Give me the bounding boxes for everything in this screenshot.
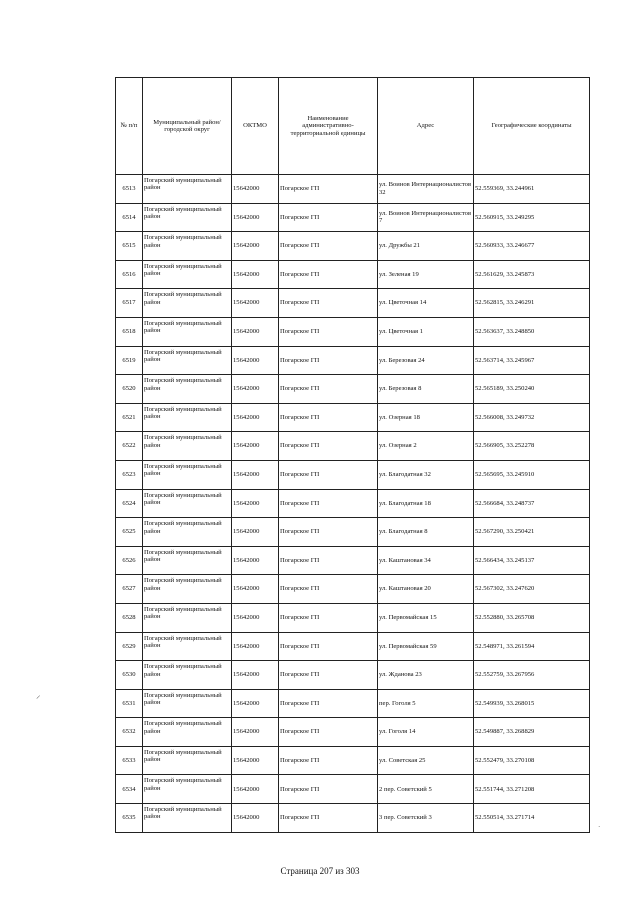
cell-coords: 52.567290, 33.250421 [474, 518, 590, 547]
cell-district: Погарский муниципальный район [143, 661, 232, 690]
cell-address: ул. Советская 25 [378, 746, 474, 775]
cell-admin-unit: Погарское ГП [279, 661, 378, 690]
cell-address: ул. Благодатная 32 [378, 460, 474, 489]
cell-admin-unit: Погарское ГП [279, 460, 378, 489]
table-row [116, 632, 590, 661]
addresses-table [115, 77, 590, 833]
cell-num: 6523 [116, 460, 143, 489]
cell-oktmo: 15642000 [232, 317, 279, 346]
cell-oktmo: 15642000 [232, 175, 279, 204]
cell-district: Погарский муниципальный район [143, 718, 232, 747]
table-row [116, 317, 590, 346]
cell-district: Погарский муниципальный район [143, 632, 232, 661]
cell-oktmo: 15642000 [232, 804, 279, 833]
cell-address: ул. Каштановая 34 [378, 546, 474, 575]
cell-coords: 52.565189, 33.250240 [474, 375, 590, 404]
cell-oktmo: 15642000 [232, 489, 279, 518]
cell-district: Погарский муниципальный район [143, 689, 232, 718]
cell-admin-unit: Погарское ГП [279, 203, 378, 232]
cell-num: 6524 [116, 489, 143, 518]
cell-admin-unit: Погарское ГП [279, 746, 378, 775]
header-admin-unit: Наименование административно-территориальной единицы [279, 78, 378, 175]
cell-coords: 52.567302, 33.247620 [474, 575, 590, 604]
cell-address: ул. Березовая 8 [378, 375, 474, 404]
cell-oktmo: 15642000 [232, 746, 279, 775]
table-row [116, 289, 590, 318]
cell-oktmo: 15642000 [232, 260, 279, 289]
cell-num: 6525 [116, 518, 143, 547]
table-row [116, 718, 590, 747]
table-row [116, 518, 590, 547]
cell-coords: 52.565695, 33.245910 [474, 460, 590, 489]
cell-admin-unit: Погарское ГП [279, 603, 378, 632]
cell-admin-unit: Погарское ГП [279, 346, 378, 375]
cell-oktmo: 15642000 [232, 375, 279, 404]
cell-num: 6527 [116, 575, 143, 604]
cell-num: 6530 [116, 661, 143, 690]
cell-coords: 52.566008, 33.249732 [474, 403, 590, 432]
header-district: Муниципальный район/городской округ [143, 78, 232, 175]
cell-admin-unit: Погарское ГП [279, 175, 378, 204]
cell-address: ул. Озерная 2 [378, 432, 474, 461]
cell-oktmo: 15642000 [232, 689, 279, 718]
cell-admin-unit: Погарское ГП [279, 432, 378, 461]
cell-coords: 52.550514, 33.271714 [474, 804, 590, 833]
table-row [116, 661, 590, 690]
table-row [116, 203, 590, 232]
cell-address: ул. Первомайская 15 [378, 603, 474, 632]
cell-num: 6528 [116, 603, 143, 632]
cell-district: Погарский муниципальный район [143, 603, 232, 632]
header-row [116, 78, 590, 175]
cell-admin-unit: Погарское ГП [279, 518, 378, 547]
cell-admin-unit: Погарское ГП [279, 232, 378, 261]
cell-oktmo: 15642000 [232, 460, 279, 489]
cell-district: Погарский муниципальный район [143, 432, 232, 461]
cell-num: 6518 [116, 317, 143, 346]
cell-coords: 52.548971, 33.261594 [474, 632, 590, 661]
cell-num: 6534 [116, 775, 143, 804]
cell-oktmo: 15642000 [232, 203, 279, 232]
cell-coords: 52.566434, 33.245137 [474, 546, 590, 575]
cell-oktmo: 15642000 [232, 518, 279, 547]
table-row [116, 375, 590, 404]
cell-address: ул. Воинов Интернационалистов 7 [378, 203, 474, 232]
cell-admin-unit: Погарское ГП [279, 375, 378, 404]
cell-district: Погарский муниципальный район [143, 175, 232, 204]
cell-address: ул. Дружбы 21 [378, 232, 474, 261]
margin-scribble: ⸝ [36, 690, 41, 700]
cell-num: 6513 [116, 175, 143, 204]
cell-oktmo: 15642000 [232, 289, 279, 318]
cell-district: Погарский муниципальный район [143, 775, 232, 804]
cell-coords: 52.560915, 33.249295 [474, 203, 590, 232]
cell-admin-unit: Погарское ГП [279, 575, 378, 604]
cell-address: ул. Каштановая 20 [378, 575, 474, 604]
cell-num: 6533 [116, 746, 143, 775]
cell-district: Погарский муниципальный район [143, 575, 232, 604]
cell-coords: 52.566905, 33.252278 [474, 432, 590, 461]
cell-address: ул. Березовая 24 [378, 346, 474, 375]
cell-address: ул. Цветочная 14 [378, 289, 474, 318]
cell-admin-unit: Погарское ГП [279, 804, 378, 833]
page-number: Страница 207 из 303 [280, 866, 360, 876]
cell-num: 6517 [116, 289, 143, 318]
table-row [116, 460, 590, 489]
cell-address: 2 пер. Советский 5 [378, 775, 474, 804]
cell-district: Погарский муниципальный район [143, 403, 232, 432]
cell-admin-unit: Погарское ГП [279, 403, 378, 432]
cell-address: ул. Озерная 18 [378, 403, 474, 432]
cell-district: Погарский муниципальный район [143, 232, 232, 261]
table-row [116, 489, 590, 518]
table-row [116, 432, 590, 461]
cell-coords: 52.562815, 33.246291 [474, 289, 590, 318]
cell-district: Погарский муниципальный район [143, 546, 232, 575]
table-header [116, 78, 590, 175]
table-row [116, 346, 590, 375]
cell-district: Погарский муниципальный район [143, 746, 232, 775]
cell-admin-unit: Погарское ГП [279, 775, 378, 804]
cell-district: Погарский муниципальный район [143, 289, 232, 318]
cell-coords: 52.561629, 33.245873 [474, 260, 590, 289]
cell-coords: 52.560933, 33.246677 [474, 232, 590, 261]
cell-admin-unit: Погарское ГП [279, 718, 378, 747]
cell-district: Погарский муниципальный район [143, 346, 232, 375]
cell-address: ул. Гоголя 14 [378, 718, 474, 747]
cell-address: ул. Зеленая 19 [378, 260, 474, 289]
table-row [116, 403, 590, 432]
cell-oktmo: 15642000 [232, 775, 279, 804]
cell-num: 6521 [116, 403, 143, 432]
header-coords: Географические координаты [474, 78, 590, 175]
cell-num: 6531 [116, 689, 143, 718]
cell-coords: 52.566684, 33.248737 [474, 489, 590, 518]
table-row [116, 546, 590, 575]
cell-district: Погарский муниципальный район [143, 203, 232, 232]
cell-district: Погарский муниципальный район [143, 489, 232, 518]
header-num: № п/п [116, 78, 143, 175]
cell-coords: 52.563637, 33.248850 [474, 317, 590, 346]
cell-num: 6529 [116, 632, 143, 661]
cell-district: Погарский муниципальный район [143, 375, 232, 404]
cell-address: ул. Благодатная 8 [378, 518, 474, 547]
cell-address: ул. Первомайская 59 [378, 632, 474, 661]
cell-num: 6532 [116, 718, 143, 747]
cell-district: Погарский муниципальный район [143, 518, 232, 547]
margin-dot: · [598, 823, 601, 831]
cell-coords: 52.551744, 33.271208 [474, 775, 590, 804]
cell-num: 6535 [116, 804, 143, 833]
header-address: Адрес [378, 78, 474, 175]
table-row [116, 260, 590, 289]
cell-coords: 52.559369, 33.244961 [474, 175, 590, 204]
cell-oktmo: 15642000 [232, 603, 279, 632]
cell-admin-unit: Погарское ГП [279, 632, 378, 661]
cell-admin-unit: Погарское ГП [279, 260, 378, 289]
cell-admin-unit: Погарское ГП [279, 317, 378, 346]
cell-coords: 52.549887, 33.268829 [474, 718, 590, 747]
cell-oktmo: 15642000 [232, 432, 279, 461]
cell-address: пер. Гоголя 5 [378, 689, 474, 718]
cell-coords: 52.563714, 33.245967 [474, 346, 590, 375]
table-body [116, 175, 590, 833]
cell-address: ул. Воинов Интернационалистов 32 [378, 175, 474, 204]
cell-district: Погарский муниципальный район [143, 460, 232, 489]
cell-oktmo: 15642000 [232, 718, 279, 747]
cell-num: 6522 [116, 432, 143, 461]
cell-address: ул. Благодатная 18 [378, 489, 474, 518]
table-row [116, 775, 590, 804]
cell-num: 6520 [116, 375, 143, 404]
table-row [116, 689, 590, 718]
cell-oktmo: 15642000 [232, 232, 279, 261]
cell-num: 6514 [116, 203, 143, 232]
cell-coords: 52.549939, 33.268015 [474, 689, 590, 718]
table-row [116, 603, 590, 632]
table-row [116, 804, 590, 833]
cell-oktmo: 15642000 [232, 346, 279, 375]
cell-coords: 52.552880, 33.265708 [474, 603, 590, 632]
cell-address: 3 пер. Советский 3 [378, 804, 474, 833]
cell-oktmo: 15642000 [232, 546, 279, 575]
cell-oktmo: 15642000 [232, 403, 279, 432]
cell-address: ул. Жданова 23 [378, 661, 474, 690]
header-oktmo: ОКТМО [232, 78, 279, 175]
cell-num: 6516 [116, 260, 143, 289]
cell-coords: 52.552759, 33.267956 [474, 661, 590, 690]
cell-district: Погарский муниципальный район [143, 804, 232, 833]
cell-admin-unit: Погарское ГП [279, 289, 378, 318]
cell-num: 6526 [116, 546, 143, 575]
cell-admin-unit: Погарское ГП [279, 546, 378, 575]
cell-coords: 52.552479, 33.270108 [474, 746, 590, 775]
cell-oktmo: 15642000 [232, 575, 279, 604]
cell-admin-unit: Погарское ГП [279, 489, 378, 518]
cell-district: Погарский муниципальный район [143, 317, 232, 346]
cell-admin-unit: Погарское ГП [279, 689, 378, 718]
table-row [116, 575, 590, 604]
cell-address: ул. Цветочная 1 [378, 317, 474, 346]
cell-num: 6515 [116, 232, 143, 261]
table-row [116, 175, 590, 204]
cell-oktmo: 15642000 [232, 632, 279, 661]
cell-num: 6519 [116, 346, 143, 375]
cell-district: Погарский муниципальный район [143, 260, 232, 289]
cell-oktmo: 15642000 [232, 661, 279, 690]
table-row [116, 232, 590, 261]
table-row [116, 746, 590, 775]
